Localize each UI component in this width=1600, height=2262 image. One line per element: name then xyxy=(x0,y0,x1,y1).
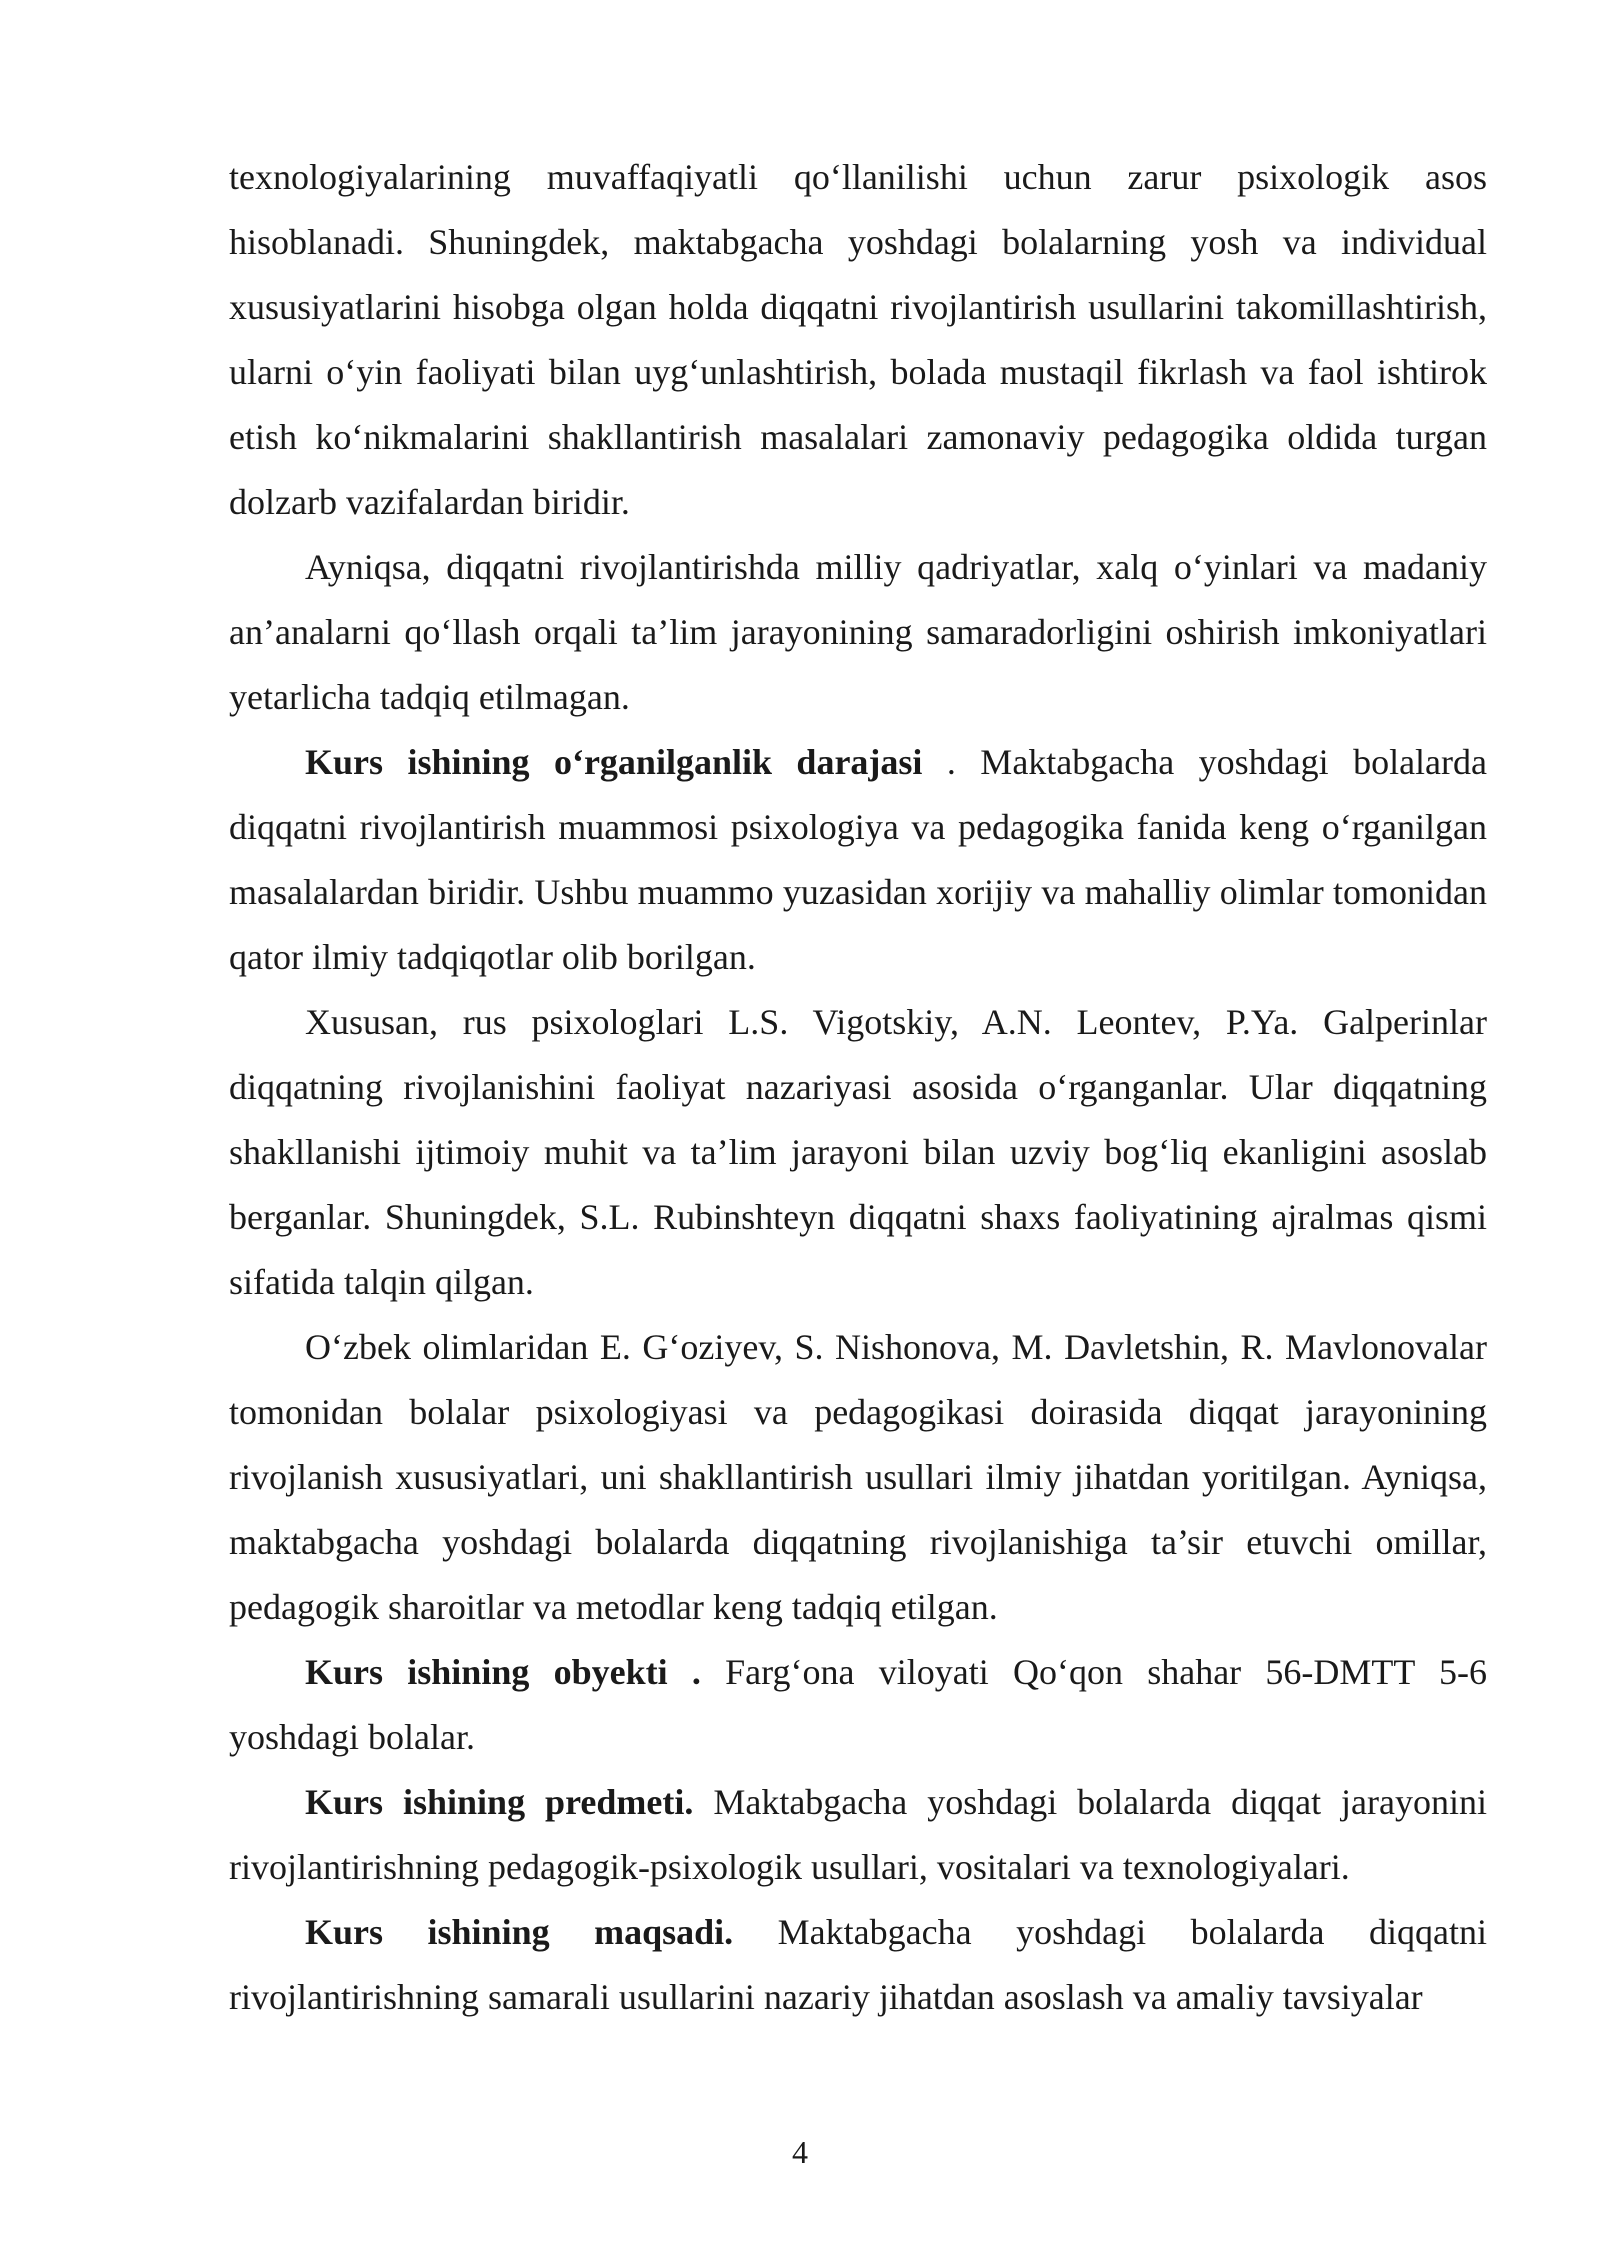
paragraph-text: . Maktabgacha yoshdagi bolalarda diqqatni rivojlantirish muammosi psixologiya va pedagogika fanida keng o‘rganilgan masalalardan biridir. Ushbu muammo yuzasidan xorijiy va mahalliy olimlar tomonidan qator ilmiy tadqiqotlar olib borilgan. xyxy=(229,742,1487,977)
paragraph-text: Maktabgacha yoshdagi bolalarda diqqat jarayonini rivojlantirishning pedagogik-psixologik usullari, vositalari va texnologiyalari. xyxy=(229,1782,1487,1887)
paragraph-text: Farg‘ona viloyati Qo‘qon shahar 56-DMTT 5-6 yoshdagi bolalar. xyxy=(229,1652,1487,1757)
paragraph-1 xyxy=(229,145,1487,535)
paragraph-text: Maktabgacha yoshdagi bolalarda diqqatni rivojlantirishning samarali usullarini nazariy jihatdan asoslash va amaliy tavsiyalar xyxy=(229,1912,1487,2017)
paragraph-goal xyxy=(229,1900,1487,2030)
paragraph-heading: Kurs ishining maqsadi. xyxy=(305,1912,734,1952)
paragraph-text: Ayniqsa, diqqatni rivojlantirishda milliy qadriyatlar, xalq o‘yinlari va madaniy an’analarni qo‘llash orqali ta’lim jarayonining samaradorligini oshirish imkoniyatlari yetarlicha tadqiq etilmagan. xyxy=(229,547,1487,717)
paragraph-text: Xususan, rus psixologlari L.S. Vigotskiy, A.N. Leontev, P.Ya. Galperinlar diqqatning rivojlanishini faoliyat nazariyasi asosida o‘rganganlar. Ular diqqatning shakllanishi ijtimoiy muhit va ta’lim jarayoni bilan uzviy bog‘liq ekanligini asoslab berganlar. Shuningdek, S.L. Rubinshteyn diqqatni shaxs faoliyatining ajralmas qismi sifatida talqin qilgan. xyxy=(229,1002,1487,1302)
paragraph-subject xyxy=(229,1770,1487,1900)
paragraph-4 xyxy=(229,990,1487,1315)
paragraph-2 xyxy=(229,535,1487,730)
paragraph-heading: Kurs ishining o‘rganilganlik darajasi xyxy=(305,742,923,782)
paragraph-text: texnologiyalarining muvaffaqiyatli qo‘llanilishi uchun zarur psixologik asos hisoblanadi. Shuningdek, maktabgacha yoshdagi bolalarning yosh va individual xususiyatlarini hisobga olgan holda diqqatni rivojlantirish usullarini takomillashtirish, ularni o‘yin faoliyati bilan uyg‘unlashtirish, bolada mustaqil fikrlash va faol ishtirok etish ko‘nikmalarini shakllantirish masalalari zamonaviy pedagogika oldida turgan dolzarb vazifalardan biridir. xyxy=(229,157,1487,522)
paragraph-study-degree xyxy=(229,730,1487,990)
paragraph-heading: Kurs ishining obyekti . xyxy=(305,1652,701,1692)
paragraph-object xyxy=(229,1640,1487,1770)
body-text xyxy=(229,145,1487,2030)
paragraph-text: O‘zbek olimlaridan E. G‘oziyev, S. Nishonova, M. Davletshin, R. Mavlonovalar tomonidan bolalar psixologiyasi va pedagogikasi doirasida diqqat jarayonining rivojlanish xususiyatlari, uni shakllantirish usullari ilmiy jihatdan yoritilgan. Ayniqsa, maktabgacha yoshdagi bolalarda diqqatning rivojlanishiga ta’sir etuvchi omillar, pedagogik sharoitlar va metodlar keng tadqiq etilgan. xyxy=(229,1327,1487,1627)
page-number: 4 xyxy=(792,2134,808,2170)
paragraph-5 xyxy=(229,1315,1487,1640)
paragraph-heading: Kurs ishining predmeti. xyxy=(305,1782,694,1822)
